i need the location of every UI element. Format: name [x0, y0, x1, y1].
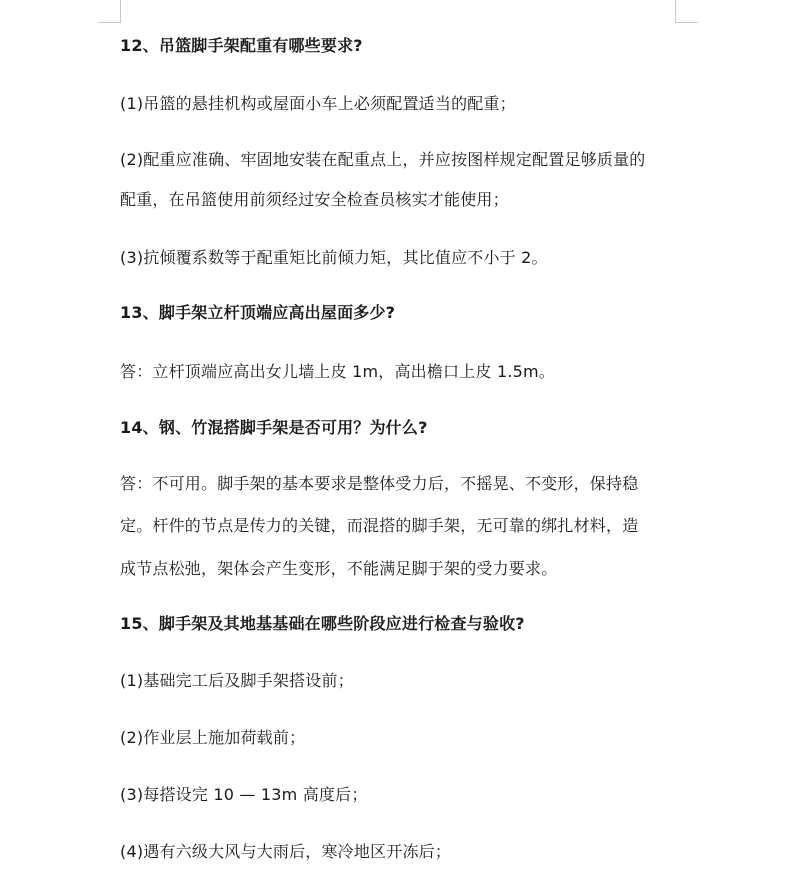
question-14-heading: 14、钢、竹混搭脚手架是否可用？为什么?	[120, 418, 428, 437]
paragraph-line: (1)基础完工后及脚手架搭设前；	[120, 671, 354, 690]
question-15-heading: 15、脚手架及其地基基础在哪些阶段应进行检查与验收?	[120, 614, 525, 633]
paragraph-line: (3)抗倾覆系数等于配重矩比前倾力矩，其比值应不小于 2。	[120, 248, 548, 267]
paragraph-line: (2)作业层上施加荷载前；	[120, 728, 306, 747]
paragraph-line: (4)遇有六级大风与大雨后，寒冷地区开冻后；	[120, 842, 452, 861]
answer-line: 成节点松弛，架体会产生变形，不能满足脚于架的受力要求。	[120, 559, 558, 578]
answer-line: 答：立杆顶端应高出女儿墙上皮 1m，高出檐口上皮 1.5m。	[120, 362, 555, 381]
crop-mark-top-left	[98, 0, 121, 23]
question-13-heading: 13、脚手架立杆顶端应高出屋面多少?	[120, 303, 396, 322]
paragraph-line: (2)配重应准确、牢固地安装在配重点上，并应按图样规定配置足够质量的	[120, 150, 646, 169]
paragraph-line: 配重，在吊篮使用前须经过安全检查员核实才能使用；	[120, 190, 509, 209]
answer-line: 答：不可用。脚手架的基本要求是整体受力后，不摇晃、不变形，保持稳	[120, 474, 639, 493]
crop-mark-top-right	[675, 0, 698, 23]
answer-line: 定。杆件的节点是传力的关键，而混搭的脚手架，无可靠的绑扎材料，造	[120, 516, 639, 535]
paragraph-line: (3)每搭设完 10 — 13m 高度后；	[120, 785, 368, 804]
question-12-heading: 12、吊篮脚手架配重有哪些要求?	[120, 36, 363, 55]
paragraph-line: (1)吊篮的悬挂机构或屋面小车上必须配置适当的配重；	[120, 94, 516, 113]
